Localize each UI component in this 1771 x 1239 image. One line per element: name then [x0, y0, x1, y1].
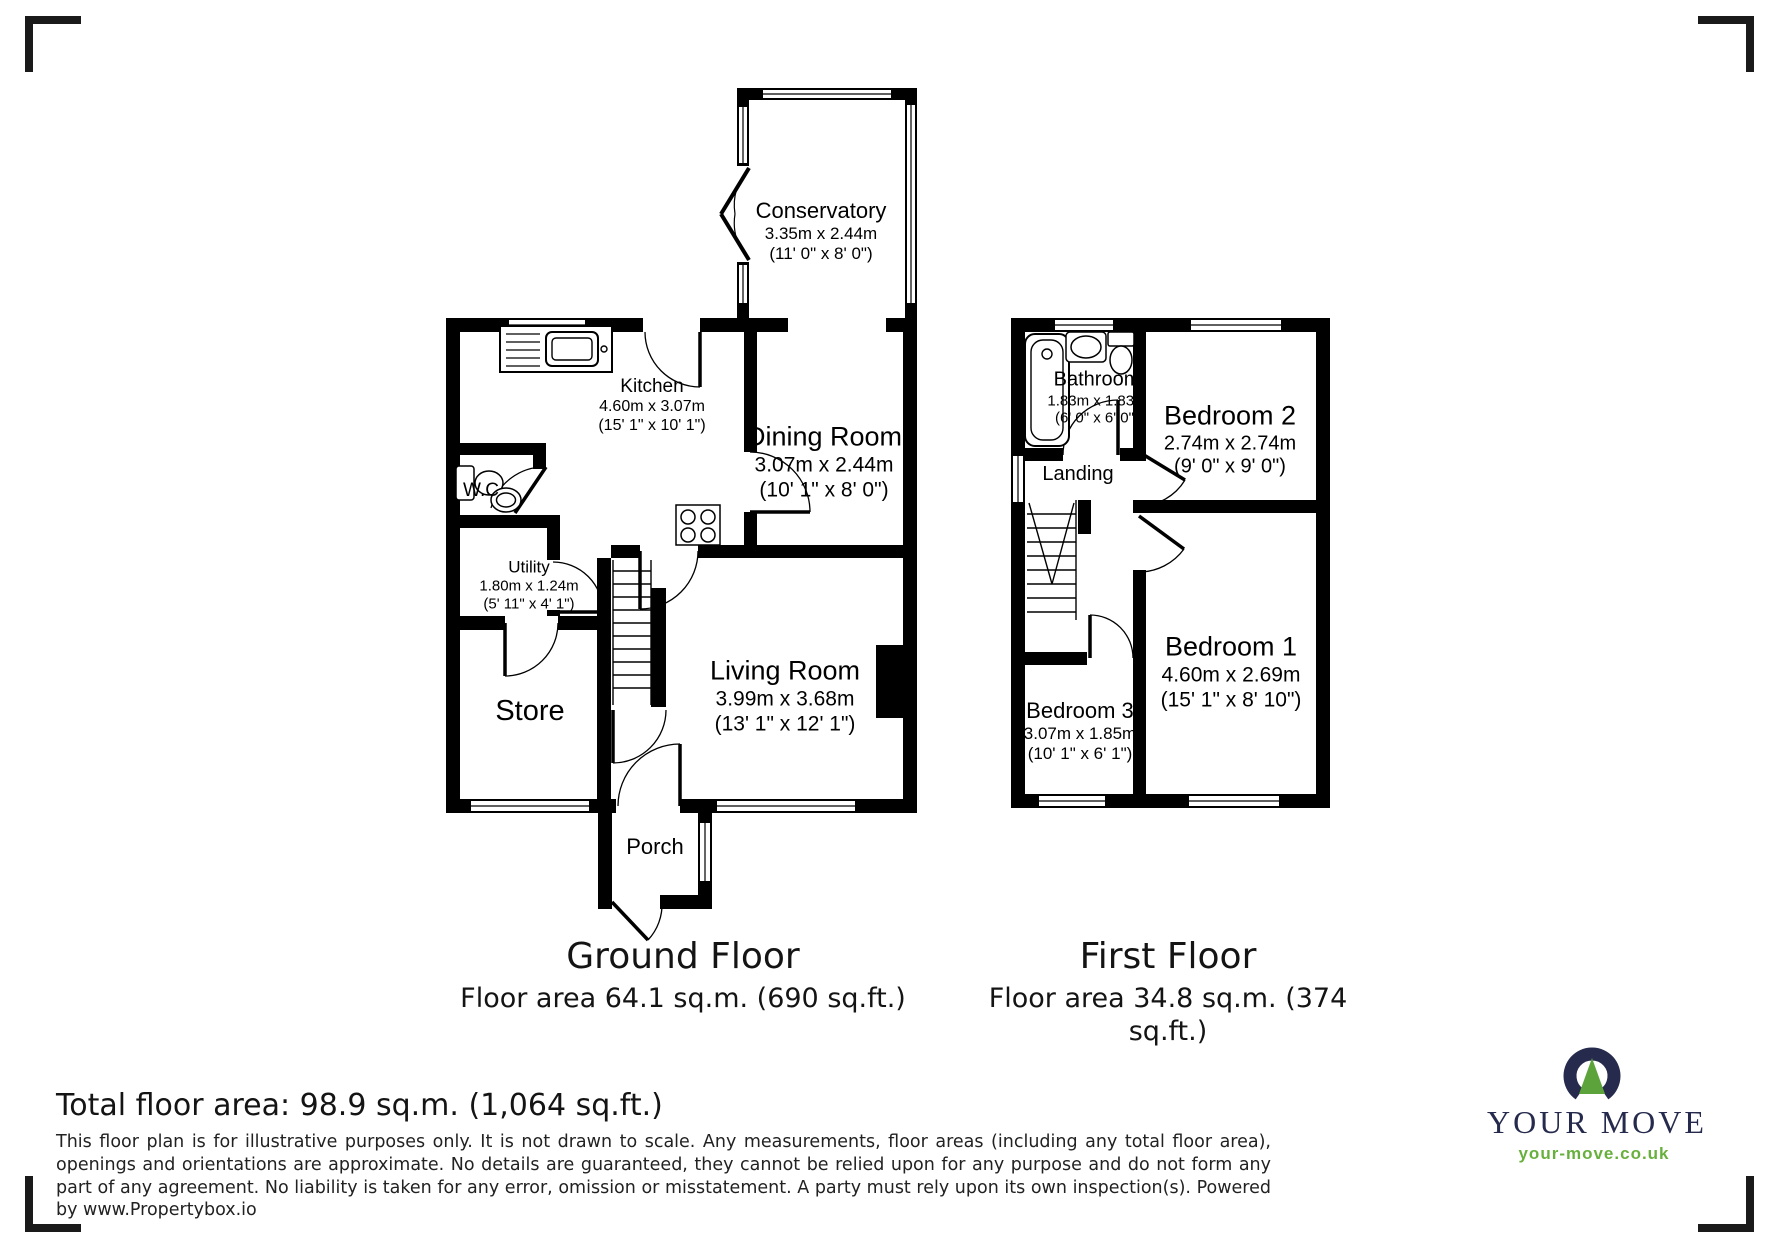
- room-label-utility: [479, 557, 578, 612]
- total-floor-area: Total floor area: 98.9 sq.m. (1,064 sq.ft.): [56, 1088, 663, 1123]
- room-label-landing: [1042, 463, 1113, 487]
- first-floor-title-block: [971, 935, 1366, 1048]
- floor-area: Floor area 34.8 sq.m. (374 sq.ft.): [988, 983, 1348, 1047]
- room-name: W.C: [463, 479, 499, 501]
- room-name: Bathroom: [1053, 368, 1141, 391]
- fireplace: [876, 645, 903, 718]
- your-move-logo-icon: [1556, 1044, 1628, 1108]
- room-name: Utility: [508, 557, 550, 577]
- room-label-living-room: [710, 655, 860, 736]
- room-size-metric: 3.07m x 2.44m: [754, 453, 894, 477]
- room-size-metric: 2.74m x 2.74m: [1163, 432, 1297, 455]
- room-label-store: [495, 694, 564, 728]
- room-size-imperial: (10' 1" x 8' 0"): [759, 477, 889, 501]
- room-label-conservatory: [756, 198, 887, 264]
- room-size-imperial: (15' 1" x 10' 1"): [598, 417, 706, 435]
- room-name: Conservatory: [755, 197, 887, 223]
- room-name: Living Room: [709, 655, 861, 686]
- room-size-imperial: (6' 0" x 6' 0"): [1055, 409, 1139, 427]
- room-name: Landing: [1042, 463, 1114, 486]
- room-size-imperial: (13' 1" x 12' 1"): [714, 711, 856, 735]
- room-size-imperial: (10' 1" x 6' 1"): [1027, 743, 1133, 763]
- first-openings: [1063, 448, 1120, 461]
- room-name: Bedroom 2: [1163, 400, 1297, 431]
- room-label-porch: [626, 834, 683, 860]
- room-name: Porch: [626, 834, 684, 860]
- room-size-imperial: (15' 1" x 8' 10"): [1160, 687, 1302, 711]
- floor-title: Ground Floor: [566, 936, 800, 977]
- room-label-kitchen: [598, 376, 705, 436]
- room-size-metric: 3.07m x 1.85m: [1023, 723, 1137, 743]
- porch-walls: [598, 813, 712, 909]
- room-label-dining-room: [746, 421, 902, 502]
- room-size-metric: 3.35m x 2.44m: [764, 223, 878, 243]
- room-size-metric: 4.60m x 3.07m: [599, 398, 705, 416]
- room-name: Bedroom 3: [1026, 697, 1134, 723]
- room-label-bedroom-2: [1164, 400, 1296, 479]
- room-name: Dining Room: [745, 421, 903, 452]
- room-name: Bedroom 1: [1164, 631, 1298, 662]
- room-size-metric: 3.99m x 3.68m: [715, 687, 855, 711]
- floor-area: Floor area 64.1 sq.m. (690 sq.ft.): [460, 983, 906, 1015]
- room-label-bathroom: [1047, 369, 1146, 428]
- room-label-wc: [463, 480, 499, 502]
- room-name: Kitchen: [620, 375, 684, 397]
- floor-title: First Floor: [1079, 936, 1257, 977]
- ground-staircase: [613, 560, 651, 705]
- room-size-imperial: (9' 0" x 9' 0"): [1174, 455, 1286, 478]
- kitchen-sink-fixture: [500, 326, 612, 372]
- room-size-metric: 1.80m x 1.24m: [479, 577, 579, 595]
- room-size-metric: 4.60m x 2.69m: [1161, 663, 1301, 687]
- disclaimer-text: This floor plan is for illustrative purposes only. It is not drawn to scale. Any measurements, floor areas (including any total floor area), openings and orientations are approximate. No details are guaranteed, they cannot be relied upon for any purpose and do not form any part of any agreement. No liability is taken for any error, omission or misstatement. A party must rely upon its own inspection(s). Powered by www.Propertybox.io: [56, 1132, 1271, 1221]
- room-name: Store: [495, 694, 565, 727]
- room-label-bedroom-3: [1024, 698, 1136, 764]
- hob-fixture: [676, 505, 720, 545]
- bathroom-basin-fixture: [1066, 332, 1106, 362]
- ground-floor-title-block: [460, 935, 906, 1016]
- room-size-imperial: (11' 0" x 8' 0"): [769, 243, 873, 263]
- room-label-bedroom-1: [1161, 631, 1302, 712]
- room-size-metric: 1.83m x 1.83m: [1047, 392, 1147, 410]
- your-move-wordmark: YOUR MOVE: [1487, 1104, 1707, 1140]
- first-staircase: [1027, 500, 1076, 620]
- room-size-imperial: (5' 11" x 4' 1"): [483, 595, 575, 613]
- your-move-website: your-move.co.uk: [1518, 1144, 1670, 1163]
